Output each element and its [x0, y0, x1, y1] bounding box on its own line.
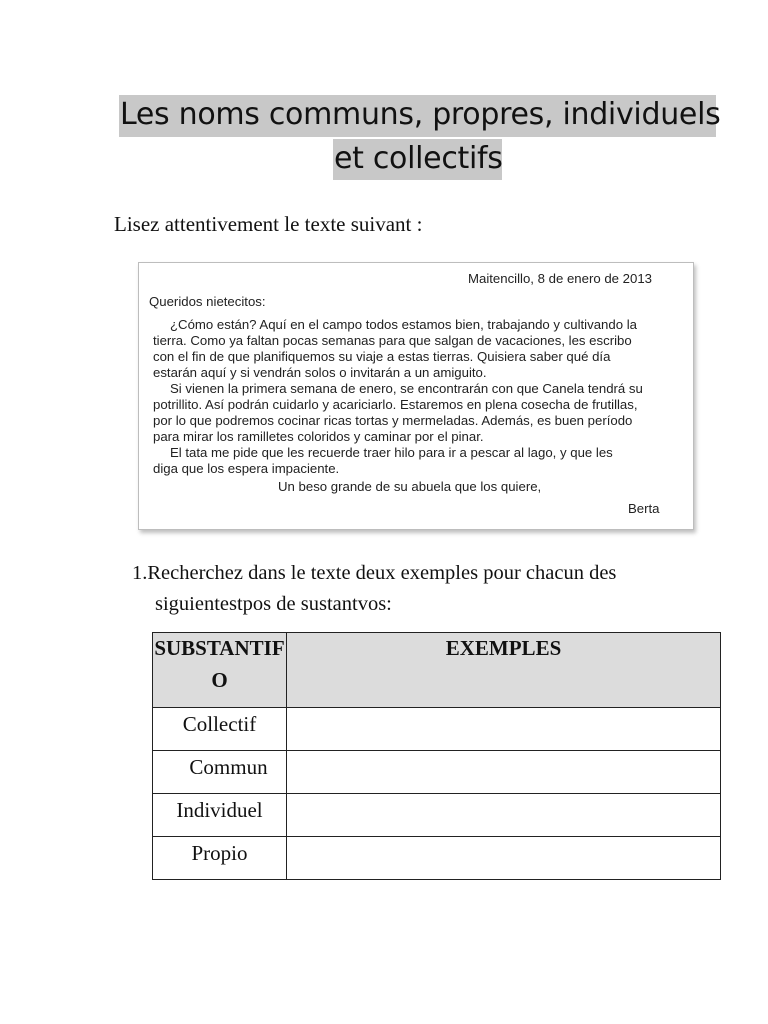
header-exemples-label: EXEMPLES — [445, 636, 562, 660]
header-substantivo-line2: O — [211, 668, 228, 692]
letter-line: con el fin de que planifiquemos su viaje a estas tierras. Quisiera saber qué día — [153, 349, 611, 364]
page-title-line1: Les noms communs, propres, individuels — [120, 97, 721, 132]
table-header-row — [153, 633, 721, 708]
examples-cell[interactable] — [287, 708, 721, 751]
letter-greeting: Queridos nietecitos: — [149, 294, 266, 309]
table-row — [153, 794, 721, 837]
letter-signature: Berta — [628, 501, 660, 516]
row-label: Individuel — [176, 798, 263, 822]
examples-cell[interactable] — [287, 837, 721, 880]
table-row — [153, 708, 721, 751]
row-label-cell — [153, 751, 287, 794]
letter-closing: Un beso grande de su abuela que los quiere, — [278, 479, 542, 494]
letter-line: ¿Cómo están? Aquí en el campo todos estamos bien, trabajando y cultivando la — [170, 317, 637, 332]
row-label-cell — [153, 708, 287, 751]
letter-text-box — [138, 262, 694, 530]
row-label: Commun — [189, 755, 268, 779]
letter-date: Maitencillo, 8 de enero de 2013 — [468, 271, 653, 286]
row-label-cell — [153, 794, 287, 837]
header-substantivo-line1: SUBSTANTIF — [154, 636, 285, 660]
question-line1: 1.Recherchez dans le texte deux exemples pour chacun des — [132, 562, 617, 584]
question-line2: siguientestpos de sustantvos: — [155, 593, 392, 615]
row-label-cell — [153, 837, 287, 880]
row-label: Propio — [191, 841, 248, 865]
letter-line: estarán aquí y si vendrán solos o invitarán a un amiguito. — [153, 365, 487, 380]
letter-line: tierra. Como ya faltan pocas semanas para que salgan de vacaciones, les escribo — [153, 333, 632, 348]
letter-line: El tata me pide que les recuerde traer hilo para ir a pescar al lago, y que les — [170, 445, 613, 460]
letter-line: por lo que podremos cocinar ricas tortas y mermeladas. Además, es buen período — [153, 413, 633, 428]
letter-line: potrillito. Así podrán cuidarlo y acariciarlo. Estaremos en plena cosecha de frutillas, — [153, 397, 638, 412]
page-title-line2: et collectifs — [334, 141, 503, 176]
letter-line: diga que los espera impaciente. — [153, 461, 340, 476]
letter-line: Si vienen la primera semana de enero, se encontrarán con que Canela tendrá su — [170, 381, 643, 396]
row-label: Collectif — [182, 712, 257, 736]
examples-cell[interactable] — [287, 751, 721, 794]
table-row — [153, 837, 721, 880]
reading-instruction: Lisez attentivement le texte suivant : — [114, 212, 423, 236]
substantive-examples-table — [152, 632, 721, 880]
header-substantivo — [153, 633, 287, 708]
header-exemples — [287, 633, 721, 708]
examples-cell[interactable] — [287, 794, 721, 837]
letter-line: para mirar los ramilletes coloridos y caminar por el pinar. — [153, 429, 484, 444]
table-row — [153, 751, 721, 794]
